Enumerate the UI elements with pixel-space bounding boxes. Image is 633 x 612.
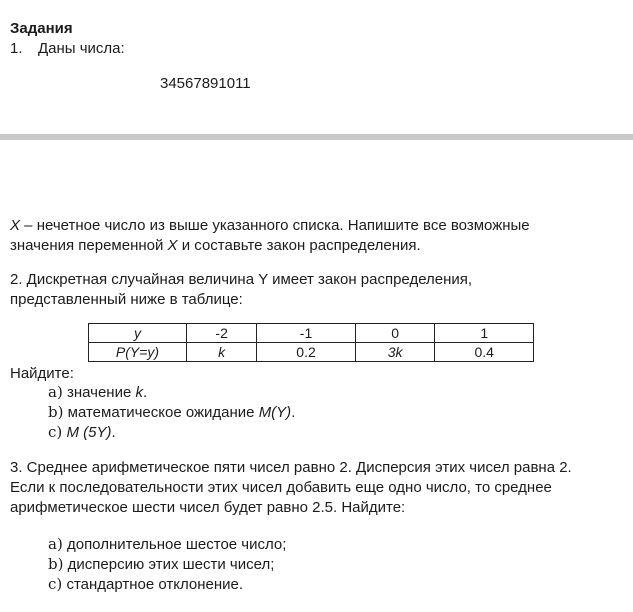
table-cell: 0: [355, 324, 435, 343]
cell-3k: 3k: [387, 344, 403, 360]
number-sequence: 34567891011: [160, 75, 251, 92]
task2-heading: [10, 270, 625, 310]
task2-list: [48, 382, 295, 442]
distribution-table: [88, 323, 534, 362]
task3-list: [48, 534, 286, 594]
list-item: [48, 574, 286, 594]
task3-line2: Если к последовательности этих чисел добавить еще одно число, то среднее: [10, 479, 552, 496]
task3-text: [10, 458, 625, 518]
task1-description: [10, 216, 625, 256]
table-cell: [89, 324, 187, 343]
list-item: [48, 534, 286, 554]
list-text: дополнительное шестое число;: [66, 536, 287, 553]
list-item: [48, 402, 295, 422]
list-marker: a): [48, 383, 63, 401]
list-text: стандартное отклонение.: [66, 576, 244, 593]
cell-y-label: y: [134, 325, 141, 341]
task1-text-c: и составьте закон распределения.: [177, 237, 421, 254]
variable-x: X: [10, 217, 21, 234]
variable-x-2: X: [167, 237, 178, 254]
task2-line2: представленный ниже в таблице:: [10, 291, 243, 308]
table-row: [89, 324, 534, 343]
table-cell: 0.2: [257, 343, 356, 362]
table-cell: [187, 343, 257, 362]
list-var: M(Y): [258, 404, 292, 421]
list-tail: .: [142, 384, 148, 401]
list-text: математическое ожидание: [67, 404, 259, 421]
list-tail: .: [111, 424, 116, 441]
find-label: Найдите:: [10, 365, 74, 382]
task3-line1: 3. Среднее арифметическое пяти чисел равно 2. Дисперсия этих чисел равна 2.: [10, 459, 572, 476]
list-tail: .: [291, 404, 296, 421]
list-item: [48, 382, 295, 402]
list-marker: c): [48, 575, 63, 593]
list-var: k: [135, 384, 143, 401]
list-item: [48, 554, 286, 574]
list-marker: a): [48, 535, 63, 553]
task1-text-a: – нечетное число из выше указанного списка. Напишите все возможные: [20, 217, 530, 234]
list-item: [48, 422, 295, 442]
table-cell: -2: [187, 324, 257, 343]
section-divider: [0, 134, 633, 140]
table-cell: [355, 343, 435, 362]
page-title: Задания: [10, 20, 73, 37]
list-marker: b): [48, 555, 64, 573]
cell-p-label: P(Y=y): [115, 344, 160, 360]
task1-number: 1.: [10, 40, 23, 57]
task2-line1: 2. Дискретная случайная величина Y имеет закон распределения,: [10, 271, 473, 288]
list-marker: b): [48, 403, 64, 421]
task1-desc-line1: [10, 216, 625, 236]
cell-k: k: [218, 344, 226, 360]
list-text: значение: [66, 384, 136, 401]
list-marker: c): [48, 423, 63, 441]
table-cell: 0.4: [435, 343, 534, 362]
table-cell: [89, 343, 187, 362]
task1-label: Даны числа:: [38, 40, 125, 57]
table-row: [89, 343, 534, 362]
task3-line3: арифметическое шести чисел будет равно 2.5. Найдите:: [10, 499, 406, 516]
task1-desc-line2: [10, 236, 625, 256]
list-text: дисперсию этих шести чисел;: [67, 556, 275, 573]
table-cell: 1: [435, 324, 534, 343]
task1-text-b: значения переменной: [10, 237, 168, 254]
table-cell: -1: [257, 324, 356, 343]
list-var: M (5Y): [66, 424, 112, 441]
